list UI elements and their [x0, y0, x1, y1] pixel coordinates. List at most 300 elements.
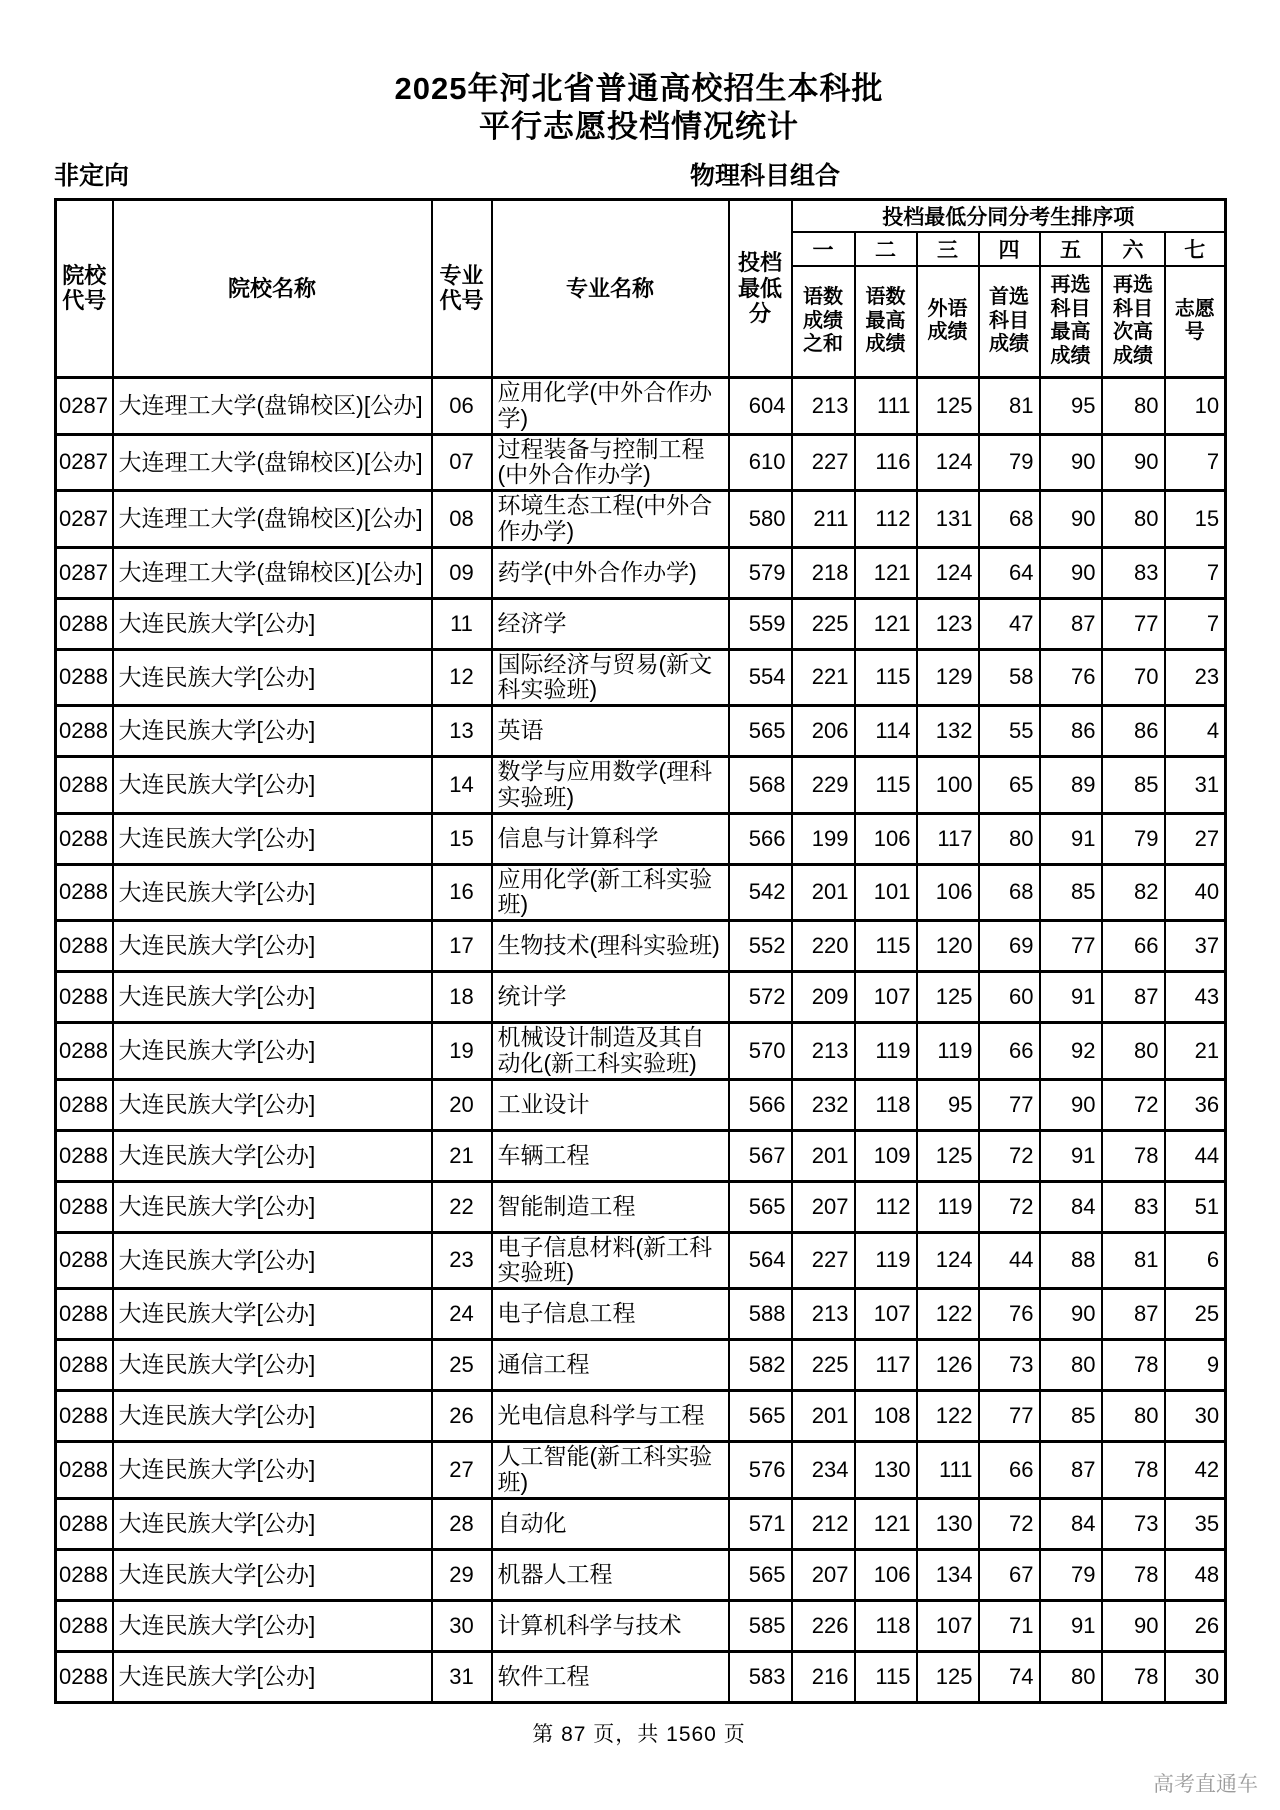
rank-3-cell: 122 — [917, 1391, 979, 1442]
rank-2-cell: 117 — [855, 1340, 917, 1391]
rank-4-cell: 76 — [979, 1289, 1040, 1340]
table-row — [56, 1232, 1226, 1289]
major-code-cell: 29 — [432, 1549, 492, 1600]
rank-4-cell: 47 — [979, 598, 1040, 649]
rank-5-cell: 90 — [1040, 1289, 1102, 1340]
rank-2-cell: 118 — [855, 1079, 917, 1130]
rank-3-cell: 122 — [917, 1289, 979, 1340]
rank-5-cell: 95 — [1040, 378, 1102, 435]
header-major-code: 专业代号 — [432, 199, 492, 378]
major-code-cell: 28 — [432, 1498, 492, 1549]
rank-6-cell: 87 — [1102, 1289, 1165, 1340]
rank-5-cell: 86 — [1040, 706, 1102, 757]
major-name-cell: 自动化 — [492, 1498, 729, 1549]
table-row — [56, 757, 1226, 814]
rank-4-cell: 73 — [979, 1340, 1040, 1391]
min-score-cell: 552 — [729, 921, 792, 972]
rank-5-cell: 85 — [1040, 864, 1102, 921]
rank-6-cell: 70 — [1102, 649, 1165, 706]
rank-7-cell: 30 — [1165, 1391, 1226, 1442]
rank-4-cell: 72 — [979, 1130, 1040, 1181]
rank-6-cell: 90 — [1102, 434, 1165, 491]
min-score-cell: 565 — [729, 1549, 792, 1600]
major-name-cell: 电子信息工程 — [492, 1289, 729, 1340]
rank-col-num-6: 六 — [1102, 232, 1165, 266]
rank-4-cell: 72 — [979, 1498, 1040, 1549]
major-code-cell: 19 — [432, 1023, 492, 1080]
table-row — [56, 864, 1226, 921]
major-name-cell: 数学与应用数学(理科实验班) — [492, 757, 729, 814]
rank-7-cell: 27 — [1165, 813, 1226, 864]
major-code-cell: 17 — [432, 921, 492, 972]
rank-4-cell: 44 — [979, 1232, 1040, 1289]
major-name-cell: 工业设计 — [492, 1079, 729, 1130]
rank-6-cell: 78 — [1102, 1340, 1165, 1391]
rank-1-cell: 199 — [792, 813, 855, 864]
rank-3-cell: 132 — [917, 706, 979, 757]
rank-7-cell: 35 — [1165, 1498, 1226, 1549]
table-row — [56, 1498, 1226, 1549]
rank-1-cell: 221 — [792, 649, 855, 706]
college-code-cell: 0288 — [56, 1391, 113, 1442]
rank-6-cell: 80 — [1102, 1023, 1165, 1080]
rank-3-cell: 124 — [917, 547, 979, 598]
major-code-cell: 11 — [432, 598, 492, 649]
rank-1-cell: 232 — [792, 1079, 855, 1130]
table-row — [56, 434, 1226, 491]
rank-3-cell: 134 — [917, 1549, 979, 1600]
rank-6-cell: 73 — [1102, 1498, 1165, 1549]
min-score-cell: 583 — [729, 1651, 792, 1702]
rank-6-cell: 85 — [1102, 757, 1165, 814]
rank-7-cell: 7 — [1165, 547, 1226, 598]
college-code-cell: 0288 — [56, 972, 113, 1023]
major-code-cell: 15 — [432, 813, 492, 864]
rank-2-cell: 118 — [855, 1600, 917, 1651]
min-score-cell: 559 — [729, 598, 792, 649]
min-score-cell: 570 — [729, 1023, 792, 1080]
major-code-cell: 21 — [432, 1130, 492, 1181]
rank-1-cell: 201 — [792, 864, 855, 921]
rank-4-cell: 60 — [979, 972, 1040, 1023]
major-name-cell: 英语 — [492, 706, 729, 757]
college-name-cell: 大连民族大学[公办] — [113, 1289, 432, 1340]
rank-1-cell: 213 — [792, 378, 855, 435]
rank-1-cell: 216 — [792, 1651, 855, 1702]
major-name-cell: 应用化学(新工科实验班) — [492, 864, 729, 921]
table-row — [56, 1391, 1226, 1442]
rank-1-cell: 211 — [792, 491, 855, 548]
rank-3-cell: 117 — [917, 813, 979, 864]
rank-7-cell: 44 — [1165, 1130, 1226, 1181]
rank-col-label-1: 语数成绩之和 — [792, 266, 855, 378]
rank-col-num-5: 五 — [1040, 232, 1102, 266]
min-score-cell: 564 — [729, 1232, 792, 1289]
college-code-cell: 0288 — [56, 1549, 113, 1600]
rank-5-cell: 84 — [1040, 1498, 1102, 1549]
rank-7-cell: 31 — [1165, 757, 1226, 814]
college-name-cell: 大连民族大学[公办] — [113, 649, 432, 706]
rank-col-label-3: 外语成绩 — [917, 266, 979, 378]
rank-7-cell: 25 — [1165, 1289, 1226, 1340]
major-code-cell: 26 — [432, 1391, 492, 1442]
rank-5-cell: 76 — [1040, 649, 1102, 706]
rank-2-cell: 114 — [855, 706, 917, 757]
rank-3-cell: 130 — [917, 1498, 979, 1549]
rank-1-cell: 227 — [792, 1232, 855, 1289]
major-name-cell: 环境生态工程(中外合作办学) — [492, 491, 729, 548]
rank-1-cell: 234 — [792, 1442, 855, 1499]
subject-group-label: 物理科目组合 — [690, 161, 841, 190]
rank-5-cell: 91 — [1040, 972, 1102, 1023]
college-code-cell: 0287 — [56, 547, 113, 598]
rank-1-cell: 206 — [792, 706, 855, 757]
table-row — [56, 813, 1226, 864]
rank-6-cell: 80 — [1102, 378, 1165, 435]
rank-3-cell: 111 — [917, 1442, 979, 1499]
rank-2-cell: 130 — [855, 1442, 917, 1499]
rank-4-cell: 68 — [979, 864, 1040, 921]
college-code-cell: 0288 — [56, 1289, 113, 1340]
college-name-cell: 大连民族大学[公办] — [113, 1391, 432, 1442]
rank-6-cell: 83 — [1102, 547, 1165, 598]
table-row — [56, 1340, 1226, 1391]
min-score-cell: 585 — [729, 1600, 792, 1651]
rank-4-cell: 69 — [979, 921, 1040, 972]
plan-type-label: 非定向 — [54, 161, 130, 190]
rank-col-num-4: 四 — [979, 232, 1040, 266]
major-code-cell: 22 — [432, 1181, 492, 1232]
rank-3-cell: 125 — [917, 1130, 979, 1181]
rank-7-cell: 9 — [1165, 1340, 1226, 1391]
rank-6-cell: 86 — [1102, 706, 1165, 757]
rank-4-cell: 66 — [979, 1023, 1040, 1080]
college-code-cell: 0288 — [56, 1181, 113, 1232]
major-code-cell: 20 — [432, 1079, 492, 1130]
major-code-cell: 31 — [432, 1651, 492, 1702]
rank-3-cell: 124 — [917, 1232, 979, 1289]
college-name-cell: 大连理工大学(盘锦校区)[公办] — [113, 547, 432, 598]
college-name-cell: 大连民族大学[公办] — [113, 1651, 432, 1702]
major-name-cell: 软件工程 — [492, 1651, 729, 1702]
major-name-cell: 智能制造工程 — [492, 1181, 729, 1232]
major-name-cell: 药学(中外合作办学) — [492, 547, 729, 598]
rank-3-cell: 100 — [917, 757, 979, 814]
college-name-cell: 大连理工大学(盘锦校区)[公办] — [113, 491, 432, 548]
rank-2-cell: 108 — [855, 1391, 917, 1442]
rank-1-cell: 212 — [792, 1498, 855, 1549]
table-row — [56, 1549, 1226, 1600]
rank-5-cell: 91 — [1040, 1600, 1102, 1651]
rank-6-cell: 78 — [1102, 1130, 1165, 1181]
table-row — [56, 1289, 1226, 1340]
college-code-cell: 0288 — [56, 757, 113, 814]
table-row — [56, 547, 1226, 598]
min-score-cell: 565 — [729, 1391, 792, 1442]
rank-col-num-2: 二 — [855, 232, 917, 266]
rank-7-cell: 7 — [1165, 598, 1226, 649]
college-code-cell: 0288 — [56, 1651, 113, 1702]
table-row — [56, 1442, 1226, 1499]
rank-4-cell: 77 — [979, 1079, 1040, 1130]
rank-6-cell: 90 — [1102, 1600, 1165, 1651]
rank-3-cell: 124 — [917, 434, 979, 491]
min-score-cell: 565 — [729, 1181, 792, 1232]
min-score-cell: 579 — [729, 547, 792, 598]
rank-2-cell: 121 — [855, 547, 917, 598]
rank-2-cell: 115 — [855, 757, 917, 814]
college-name-cell: 大连民族大学[公办] — [113, 706, 432, 757]
college-name-cell: 大连民族大学[公办] — [113, 598, 432, 649]
college-code-cell: 0288 — [56, 649, 113, 706]
college-name-cell: 大连民族大学[公办] — [113, 1340, 432, 1391]
college-name-cell: 大连民族大学[公办] — [113, 757, 432, 814]
min-score-cell: 571 — [729, 1498, 792, 1549]
major-name-cell: 机器人工程 — [492, 1549, 729, 1600]
rank-7-cell: 48 — [1165, 1549, 1226, 1600]
min-score-cell: 566 — [729, 1079, 792, 1130]
college-name-cell: 大连民族大学[公办] — [113, 864, 432, 921]
rank-1-cell: 227 — [792, 434, 855, 491]
rank-3-cell: 126 — [917, 1340, 979, 1391]
min-score-cell: 542 — [729, 864, 792, 921]
table-row — [56, 598, 1226, 649]
rank-2-cell: 119 — [855, 1023, 917, 1080]
major-code-cell: 08 — [432, 491, 492, 548]
rank-1-cell: 225 — [792, 1340, 855, 1391]
rank-7-cell: 7 — [1165, 434, 1226, 491]
college-name-cell: 大连理工大学(盘锦校区)[公办] — [113, 434, 432, 491]
rank-col-num-3: 三 — [917, 232, 979, 266]
rank-3-cell: 129 — [917, 649, 979, 706]
table-row — [56, 1079, 1226, 1130]
rank-2-cell: 107 — [855, 972, 917, 1023]
rank-2-cell: 121 — [855, 1498, 917, 1549]
rank-6-cell: 80 — [1102, 1391, 1165, 1442]
min-score-cell: 610 — [729, 434, 792, 491]
college-code-cell: 0288 — [56, 813, 113, 864]
major-name-cell: 车辆工程 — [492, 1130, 729, 1181]
major-code-cell: 14 — [432, 757, 492, 814]
page-footer: 第 87 页，共 1560 页 — [532, 1722, 746, 1746]
rank-col-label-2: 语数最高成绩 — [855, 266, 917, 378]
rank-7-cell: 36 — [1165, 1079, 1226, 1130]
college-code-cell: 0288 — [56, 1023, 113, 1080]
table-row — [56, 1651, 1226, 1702]
table-row — [56, 972, 1226, 1023]
rank-1-cell: 218 — [792, 547, 855, 598]
college-code-cell: 0288 — [56, 864, 113, 921]
rank-4-cell: 81 — [979, 378, 1040, 435]
table-row — [56, 1023, 1226, 1080]
rank-col-label-6: 再选科目次高成绩 — [1102, 266, 1165, 378]
rank-7-cell: 42 — [1165, 1442, 1226, 1499]
rank-3-cell: 119 — [917, 1181, 979, 1232]
rank-5-cell: 77 — [1040, 921, 1102, 972]
rank-7-cell: 21 — [1165, 1023, 1226, 1080]
rank-6-cell: 82 — [1102, 864, 1165, 921]
rank-3-cell: 120 — [917, 921, 979, 972]
rank-6-cell: 72 — [1102, 1079, 1165, 1130]
rank-3-cell: 125 — [917, 1651, 979, 1702]
rank-7-cell: 4 — [1165, 706, 1226, 757]
college-name-cell: 大连理工大学(盘锦校区)[公办] — [113, 378, 432, 435]
header-min-score: 投档最低分 — [729, 199, 792, 378]
rank-7-cell: 23 — [1165, 649, 1226, 706]
college-name-cell: 大连民族大学[公办] — [113, 1130, 432, 1181]
rank-7-cell: 30 — [1165, 1651, 1226, 1702]
rank-2-cell: 119 — [855, 1232, 917, 1289]
rank-2-cell: 121 — [855, 598, 917, 649]
rank-1-cell: 207 — [792, 1549, 855, 1600]
rank-4-cell: 55 — [979, 706, 1040, 757]
rank-2-cell: 106 — [855, 1549, 917, 1600]
rank-1-cell: 207 — [792, 1181, 855, 1232]
major-name-cell: 计算机科学与技术 — [492, 1600, 729, 1651]
rank-1-cell: 209 — [792, 972, 855, 1023]
major-code-cell: 18 — [432, 972, 492, 1023]
rank-7-cell: 37 — [1165, 921, 1226, 972]
rank-1-cell: 225 — [792, 598, 855, 649]
rank-6-cell: 77 — [1102, 598, 1165, 649]
rank-5-cell: 87 — [1040, 598, 1102, 649]
rank-1-cell: 226 — [792, 1600, 855, 1651]
college-code-cell: 0288 — [56, 1442, 113, 1499]
header-college-name: 院校名称 — [113, 199, 432, 378]
major-code-cell: 06 — [432, 378, 492, 435]
college-code-cell: 0288 — [56, 1232, 113, 1289]
rank-3-cell: 131 — [917, 491, 979, 548]
rank-1-cell: 213 — [792, 1289, 855, 1340]
rank-col-num-1: 一 — [792, 232, 855, 266]
rank-5-cell: 87 — [1040, 1442, 1102, 1499]
admission-table — [54, 198, 1227, 1704]
rank-3-cell: 125 — [917, 378, 979, 435]
college-name-cell: 大连民族大学[公办] — [113, 921, 432, 972]
table-row — [56, 921, 1226, 972]
min-score-cell: 568 — [729, 757, 792, 814]
rank-3-cell: 95 — [917, 1079, 979, 1130]
college-name-cell: 大连民族大学[公办] — [113, 972, 432, 1023]
major-name-cell: 国际经济与贸易(新文科实验班) — [492, 649, 729, 706]
rank-4-cell: 80 — [979, 813, 1040, 864]
major-name-cell: 电子信息材料(新工科实验班) — [492, 1232, 729, 1289]
table-row — [56, 649, 1226, 706]
college-code-cell: 0287 — [56, 378, 113, 435]
major-code-cell: 12 — [432, 649, 492, 706]
college-code-cell: 0288 — [56, 706, 113, 757]
rank-col-label-7: 志愿号 — [1165, 266, 1226, 378]
rank-7-cell: 15 — [1165, 491, 1226, 548]
rank-5-cell: 92 — [1040, 1023, 1102, 1080]
rank-5-cell: 88 — [1040, 1232, 1102, 1289]
rank-5-cell: 90 — [1040, 547, 1102, 598]
major-name-cell: 光电信息科学与工程 — [492, 1391, 729, 1442]
min-score-cell: 582 — [729, 1340, 792, 1391]
min-score-cell: 565 — [729, 706, 792, 757]
rank-3-cell: 125 — [917, 972, 979, 1023]
college-code-cell: 0288 — [56, 1079, 113, 1130]
major-name-cell: 通信工程 — [492, 1340, 729, 1391]
college-code-cell: 0288 — [56, 1340, 113, 1391]
rank-4-cell: 71 — [979, 1600, 1040, 1651]
rank-5-cell: 84 — [1040, 1181, 1102, 1232]
rank-5-cell: 79 — [1040, 1549, 1102, 1600]
rank-3-cell: 119 — [917, 1023, 979, 1080]
college-code-cell: 0287 — [56, 491, 113, 548]
major-code-cell: 23 — [432, 1232, 492, 1289]
table-row — [56, 491, 1226, 548]
rank-col-num-7: 七 — [1165, 232, 1226, 266]
rank-7-cell: 43 — [1165, 972, 1226, 1023]
rank-2-cell: 115 — [855, 921, 917, 972]
college-name-cell: 大连民族大学[公办] — [113, 1079, 432, 1130]
major-code-cell: 16 — [432, 864, 492, 921]
rank-col-label-4: 首选科目成绩 — [979, 266, 1040, 378]
rank-6-cell: 66 — [1102, 921, 1165, 972]
page-title-line2: 平行志愿投档情况统计 — [479, 108, 799, 144]
rank-5-cell: 80 — [1040, 1651, 1102, 1702]
rank-6-cell: 83 — [1102, 1181, 1165, 1232]
min-score-cell: 567 — [729, 1130, 792, 1181]
min-score-cell: 588 — [729, 1289, 792, 1340]
rank-6-cell: 78 — [1102, 1549, 1165, 1600]
rank-4-cell: 65 — [979, 757, 1040, 814]
rank-1-cell: 213 — [792, 1023, 855, 1080]
rank-7-cell: 40 — [1165, 864, 1226, 921]
college-name-cell: 大连民族大学[公办] — [113, 813, 432, 864]
major-name-cell: 应用化学(中外合作办学) — [492, 378, 729, 435]
rank-col-label-5: 再选科目最高成绩 — [1040, 266, 1102, 378]
rank-5-cell: 91 — [1040, 1130, 1102, 1181]
rank-5-cell: 89 — [1040, 757, 1102, 814]
college-name-cell: 大连民族大学[公办] — [113, 1232, 432, 1289]
rank-4-cell: 66 — [979, 1442, 1040, 1499]
rank-5-cell: 80 — [1040, 1340, 1102, 1391]
min-score-cell: 554 — [729, 649, 792, 706]
header-college-code: 院校代号 — [56, 199, 113, 378]
major-name-cell: 统计学 — [492, 972, 729, 1023]
rank-2-cell: 109 — [855, 1130, 917, 1181]
rank-1-cell: 201 — [792, 1391, 855, 1442]
rank-4-cell: 67 — [979, 1549, 1040, 1600]
watermark: 高考直通车 — [1153, 1773, 1258, 1796]
rank-2-cell: 111 — [855, 378, 917, 435]
college-code-cell: 0288 — [56, 1130, 113, 1181]
college-name-cell: 大连民族大学[公办] — [113, 1442, 432, 1499]
rank-2-cell: 107 — [855, 1289, 917, 1340]
college-code-cell: 0288 — [56, 598, 113, 649]
college-code-cell: 0288 — [56, 1498, 113, 1549]
rank-3-cell: 107 — [917, 1600, 979, 1651]
table-header — [56, 199, 1226, 378]
rank-5-cell: 91 — [1040, 813, 1102, 864]
rank-1-cell: 220 — [792, 921, 855, 972]
rank-7-cell: 51 — [1165, 1181, 1226, 1232]
college-name-cell: 大连民族大学[公办] — [113, 1023, 432, 1080]
rank-3-cell: 123 — [917, 598, 979, 649]
rank-4-cell: 68 — [979, 491, 1040, 548]
college-name-cell: 大连民族大学[公办] — [113, 1600, 432, 1651]
header-major-name: 专业名称 — [492, 199, 729, 378]
rank-4-cell: 72 — [979, 1181, 1040, 1232]
major-name-cell: 机械设计制造及其自动化(新工科实验班) — [492, 1023, 729, 1080]
rank-7-cell: 10 — [1165, 378, 1226, 435]
table-row — [56, 706, 1226, 757]
major-code-cell: 30 — [432, 1600, 492, 1651]
table-row — [56, 1130, 1226, 1181]
page-title-line1: 2025年河北省普通高校招生本科批 — [394, 71, 884, 106]
